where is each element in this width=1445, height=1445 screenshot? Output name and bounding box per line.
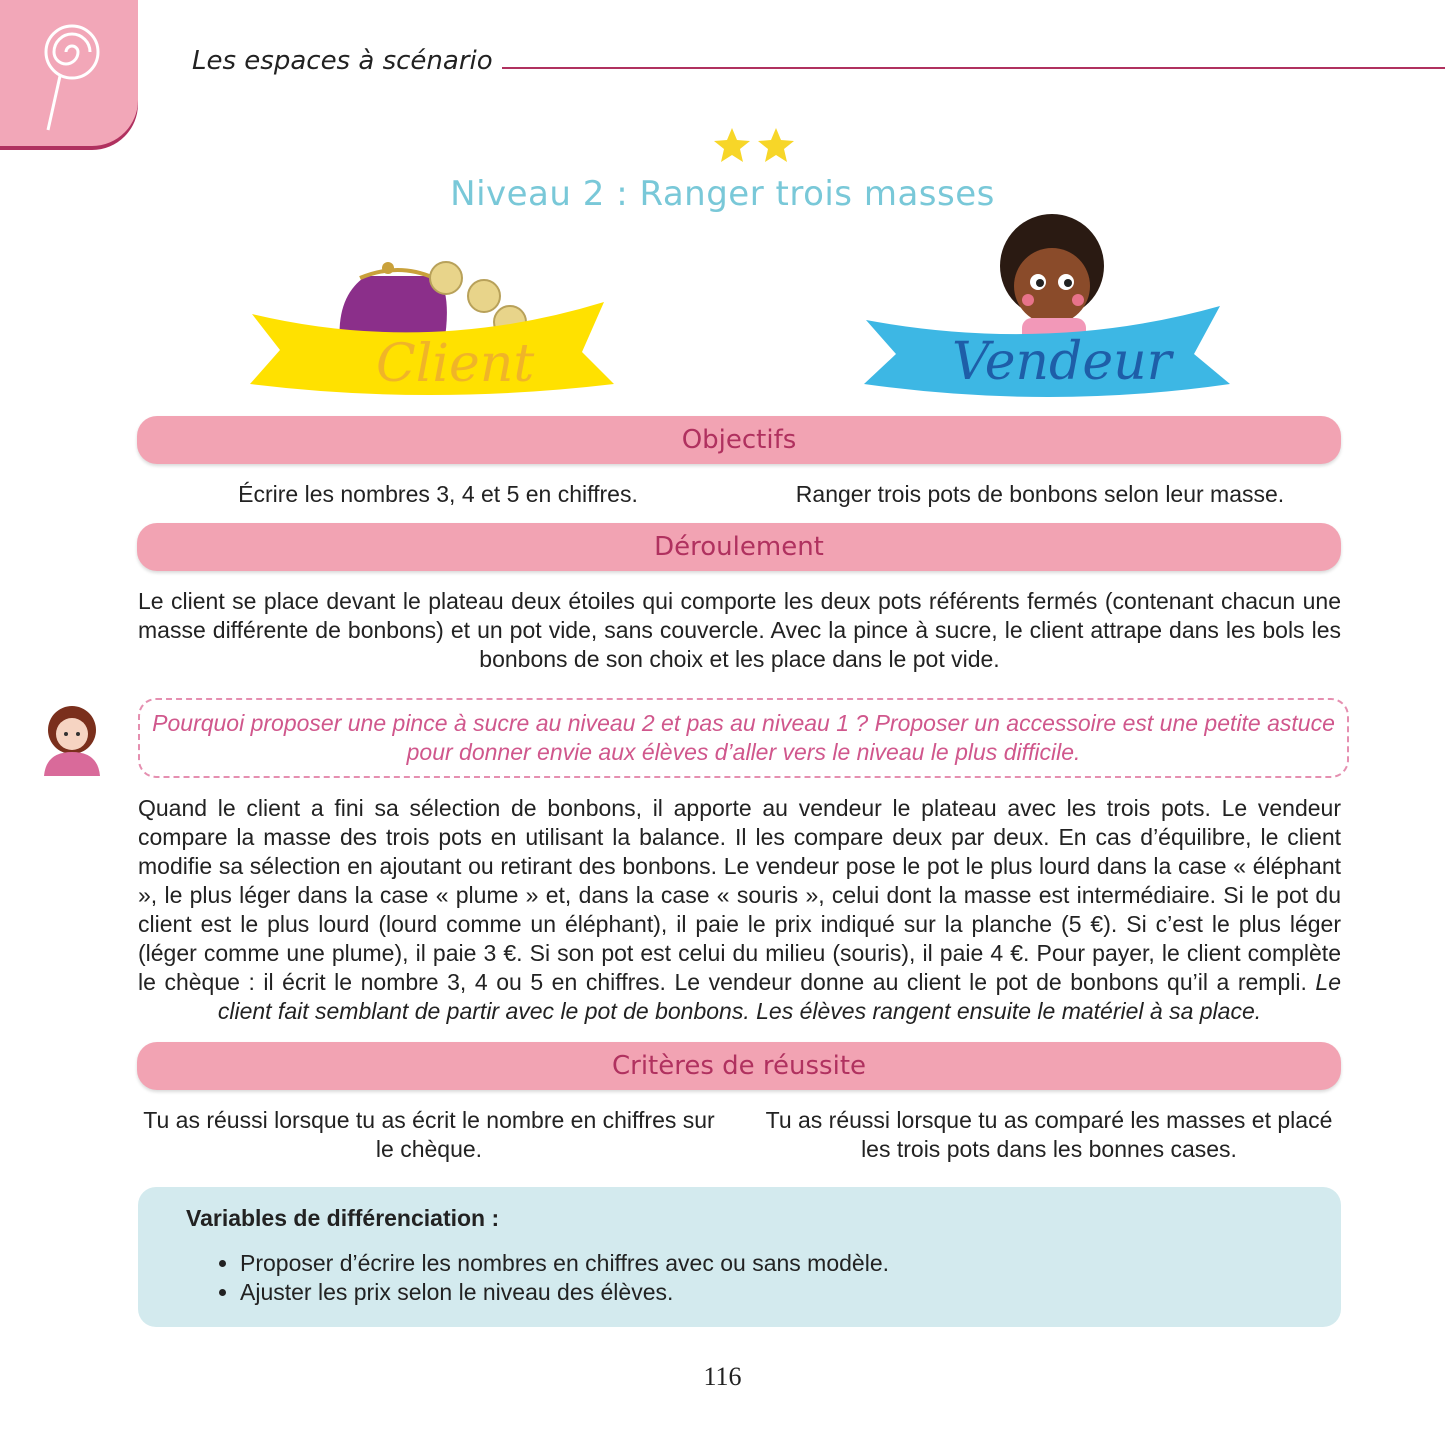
objectifs-heading: Objectifs	[137, 416, 1341, 464]
deroulement-intro: Le client se place devant le plateau deux étoiles qui comporte les deux pots référents fermés (contenant chacun une masse différente de bonbons) et un pot vide, sans couvercle. Avec la pince à sucre, le client attrape dans les bols les bonbons de son choix et les place dans le pot vide.	[138, 588, 1341, 672]
variables-box	[138, 1187, 1341, 1327]
teacher-avatar	[38, 704, 106, 776]
level-title: Niveau 2 : Ranger trois masses	[450, 174, 995, 214]
deroulement-heading: Déroulement	[137, 523, 1341, 571]
list-item: • Ajuster les prix selon le niveau des élèves.	[240, 1278, 889, 1307]
teacher-tip-text: Pourquoi proposer une pince à sucre au niveau 2 et pas au niveau 1 ? Proposer un accessoire est une petite astuce pour donner envie aux élèves d’aller vers le niveau le plus difficile.	[152, 710, 1335, 765]
deroulement-body	[138, 794, 1341, 1026]
teacher-tip	[138, 698, 1349, 778]
lollipop-icon	[38, 22, 110, 132]
variables-list	[216, 1249, 889, 1307]
vendeur-label: Vendeur	[952, 332, 1172, 392]
variables-title: Variables de différenciation :	[186, 1205, 500, 1231]
running-header: Les espaces à scénario	[192, 46, 493, 76]
page-number: 116	[703, 1362, 742, 1391]
objectifs-columns	[137, 480, 1341, 509]
critere-vendeur: Tu as réussi lorsque tu as comparé les masses et placé les trois pots dans les bonnes cases.	[765, 1107, 1333, 1162]
client-banner	[248, 256, 618, 396]
objectif-client: Écrire les nombres 3, 4 et 5 en chiffres.	[238, 481, 638, 507]
chapter-tab	[0, 0, 138, 146]
deroulement-body-italic: Le client fait semblant de partir avec le pot de bonbons. Les élèves rangent ensuite le matériel à sa place.	[217, 969, 1342, 1024]
client-label: Client	[376, 334, 535, 394]
criteres-heading: Critères de réussite	[137, 1042, 1341, 1090]
header-rule	[502, 67, 1445, 69]
vendeur-banner	[860, 214, 1235, 398]
criteres-columns	[137, 1106, 1341, 1164]
star-icon	[758, 128, 794, 162]
list-item: • Proposer d’écrire les nombres en chiffres avec ou sans modèle.	[240, 1249, 889, 1278]
deroulement-body-text: Quand le client a fini sa sélection de bonbons, il apporte au vendeur le plateau avec les trois pots. Le vendeur compare la masse des trois pots en utilisant la balance. Il les compare deux par deux. En cas d’équilibre, le client modifie sa sélection en ajoutant ou retirant des bonbons. Le vendeur pose le pot le plus lourd dans la case « éléphant », le plus léger dans la case « plume » et, dans la case « souris », celui dont la masse est intermédiaire. Si le pot du client est le plus lourd (lourd comme un éléphant), il paie le prix indiqué sur la planche (5 €). Si c’est le plus léger (léger comme une plume), il paie 3 €. Si son pot est celui du milieu (souris), il paie 4 €. Pour payer, le client complète le chèque : il écrit le nombre 3, 4 ou 5 en chiffres. Le vendeur donne au client le pot de bonbons qu’il a rempli.	[138, 795, 1341, 995]
level-stars	[712, 126, 802, 166]
critere-client: Tu as réussi lorsque tu as écrit le nombre en chiffres sur le chèque.	[143, 1107, 715, 1162]
star-icon	[714, 128, 750, 162]
objectif-vendeur: Ranger trois pots de bonbons selon leur masse.	[795, 481, 1285, 507]
